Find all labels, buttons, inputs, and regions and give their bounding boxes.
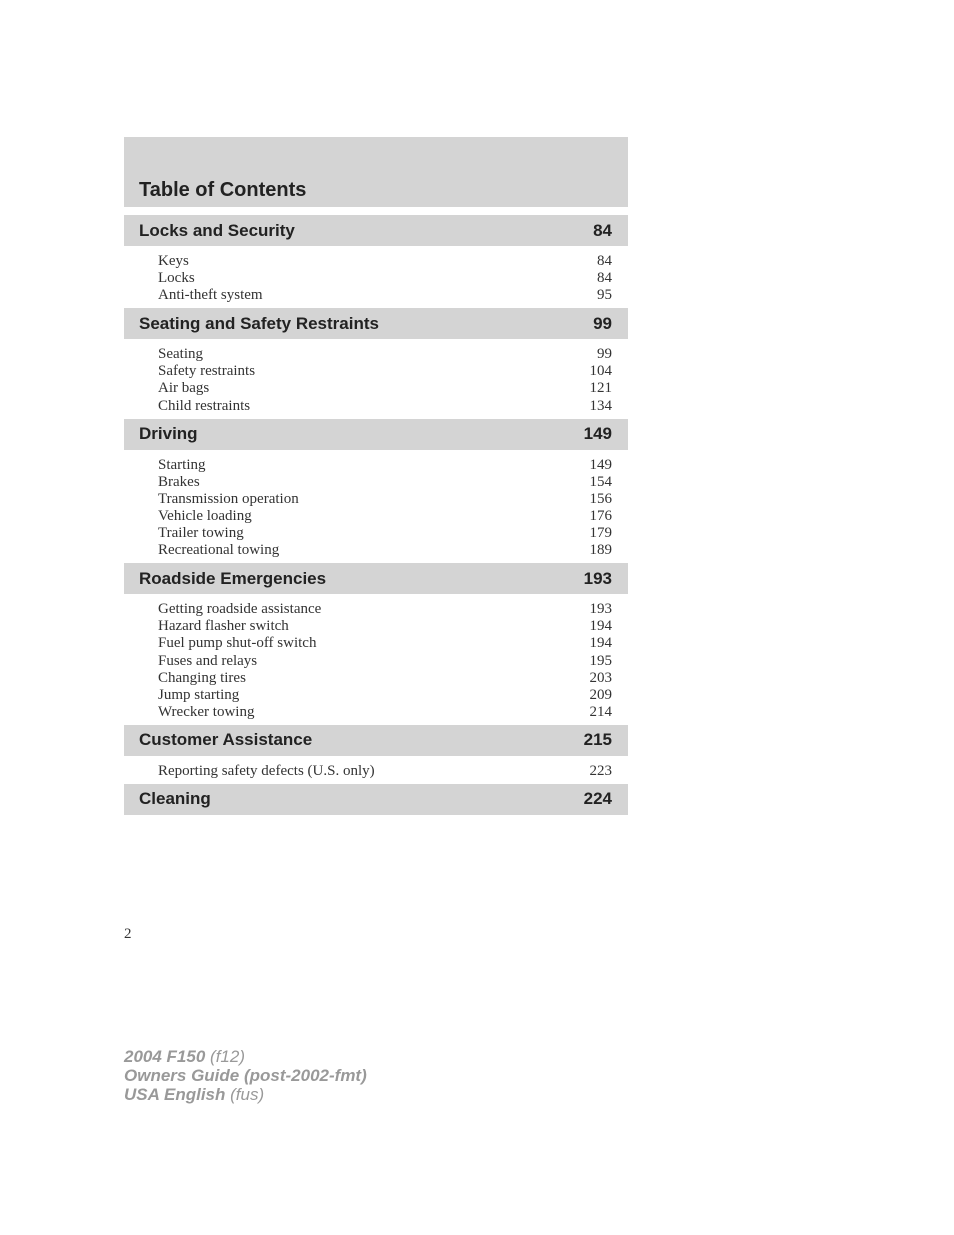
toc-item bbox=[158, 618, 612, 635]
toc-item-list bbox=[124, 450, 628, 564]
toc-item-label: Transmission operation bbox=[158, 490, 299, 507]
section-page: 99 bbox=[593, 313, 612, 333]
toc-item bbox=[158, 525, 612, 542]
toc-item bbox=[158, 704, 612, 721]
toc-item-list bbox=[124, 246, 628, 308]
page-number: 2 bbox=[124, 926, 132, 942]
toc-item-page: 194 bbox=[589, 635, 612, 652]
toc-item-label: Air bags bbox=[158, 380, 210, 397]
footer-line-1 bbox=[124, 1047, 367, 1066]
toc-item-page: 203 bbox=[589, 669, 612, 686]
toc-item bbox=[158, 491, 612, 508]
toc-item bbox=[158, 670, 612, 687]
footer-language-code: (fus) bbox=[230, 1085, 265, 1104]
toc-item bbox=[158, 508, 612, 525]
toc-item-page: 84 bbox=[597, 270, 612, 287]
toc-item-label: Reporting safety defects (U.S. only) bbox=[158, 762, 375, 779]
toc-item-label: Changing tires bbox=[158, 669, 246, 686]
toc-section-heading bbox=[124, 563, 628, 594]
toc-item-page: 195 bbox=[589, 652, 612, 669]
toc-item-page: 104 bbox=[589, 363, 612, 380]
toc-item-label: Jump starting bbox=[158, 686, 240, 703]
toc-item bbox=[158, 542, 612, 559]
toc-item bbox=[158, 457, 612, 474]
toc-item-label: Wrecker towing bbox=[158, 703, 255, 720]
toc-item-label: Anti-theft system bbox=[158, 287, 263, 304]
toc-item-page: 156 bbox=[589, 490, 612, 507]
toc-item bbox=[158, 653, 612, 670]
toc-item-page: 121 bbox=[589, 380, 612, 397]
toc-item bbox=[158, 635, 612, 652]
toc-item-page: 214 bbox=[589, 703, 612, 720]
toc-item-page: 176 bbox=[589, 507, 612, 524]
section-title: Roadside Emergencies bbox=[139, 568, 327, 588]
toc-item bbox=[158, 398, 612, 415]
toc-item bbox=[158, 253, 612, 270]
toc-item-list bbox=[124, 594, 628, 725]
toc-section-heading bbox=[124, 215, 628, 246]
toc-section-heading bbox=[124, 725, 628, 756]
footer-line-3 bbox=[124, 1085, 367, 1104]
toc-item-label: Trailer towing bbox=[158, 525, 244, 542]
toc-item-page: 179 bbox=[589, 525, 612, 542]
toc-title-bar bbox=[124, 137, 628, 207]
section-page: 224 bbox=[583, 789, 612, 809]
toc-item-label: Vehicle loading bbox=[158, 507, 252, 524]
toc-item bbox=[158, 474, 612, 491]
toc-item-label: Safety restraints bbox=[158, 363, 256, 380]
toc-item-page: 95 bbox=[597, 287, 612, 304]
toc-item-label: Starting bbox=[158, 456, 206, 473]
footer-model-code: (f12) bbox=[210, 1047, 245, 1066]
toc-item bbox=[158, 346, 612, 363]
toc-item-label: Seating bbox=[158, 346, 203, 363]
footer-model: 2004 F150 bbox=[124, 1047, 206, 1066]
toc-item-label: Brakes bbox=[158, 473, 200, 490]
section-page: 149 bbox=[583, 424, 612, 444]
section-title: Customer Assistance bbox=[139, 730, 313, 750]
toc-section-heading bbox=[124, 419, 628, 450]
toc-sections bbox=[124, 215, 628, 815]
toc-item-page: 134 bbox=[589, 397, 612, 414]
toc-item-page: 149 bbox=[589, 456, 612, 473]
toc-section-heading bbox=[124, 308, 628, 339]
toc-item-label: Fuel pump shut-off switch bbox=[158, 635, 317, 652]
footer bbox=[124, 1047, 367, 1104]
toc-item bbox=[158, 270, 612, 287]
toc-section-heading bbox=[124, 784, 628, 815]
section-title: Cleaning bbox=[139, 789, 211, 809]
footer-line-2 bbox=[124, 1066, 367, 1085]
toc-item-list bbox=[124, 756, 628, 784]
toc-item-page: 154 bbox=[589, 473, 612, 490]
toc-item bbox=[158, 380, 612, 397]
toc-item-label: Recreational towing bbox=[158, 542, 280, 559]
section-title: Driving bbox=[139, 424, 198, 444]
toc-item-page: 194 bbox=[589, 618, 612, 635]
footer-language: USA English bbox=[124, 1085, 226, 1104]
toc-item bbox=[158, 363, 612, 380]
section-page: 193 bbox=[583, 568, 612, 588]
toc-item-list bbox=[124, 339, 628, 418]
toc-item-page: 99 bbox=[597, 346, 612, 363]
toc-item bbox=[158, 287, 612, 304]
toc-item-label: Child restraints bbox=[158, 397, 251, 414]
toc-item-label: Keys bbox=[158, 253, 189, 269]
toc-title: Table of Contents bbox=[139, 179, 307, 201]
toc-item-label: Fuses and relays bbox=[158, 652, 258, 669]
toc-item-page: 193 bbox=[589, 601, 612, 618]
toc-item bbox=[158, 763, 612, 780]
toc-item-page: 84 bbox=[597, 253, 612, 269]
toc-item-page: 209 bbox=[589, 686, 612, 703]
toc-item-page: 189 bbox=[589, 542, 612, 559]
section-page: 84 bbox=[593, 220, 612, 240]
toc-item-label: Locks bbox=[158, 270, 195, 287]
toc-item-label: Hazard flasher switch bbox=[158, 618, 289, 635]
section-page: 215 bbox=[583, 730, 612, 750]
section-title: Seating and Safety Restraints bbox=[139, 313, 379, 333]
footer-guide: Owners Guide (post-2002-fmt) bbox=[124, 1066, 367, 1085]
toc-item bbox=[158, 601, 612, 618]
toc-item-label: Getting roadside assistance bbox=[158, 601, 322, 618]
section-title: Locks and Security bbox=[139, 220, 295, 240]
table-of-contents bbox=[124, 137, 628, 815]
toc-item-page: 223 bbox=[589, 762, 612, 779]
toc-item bbox=[158, 687, 612, 704]
